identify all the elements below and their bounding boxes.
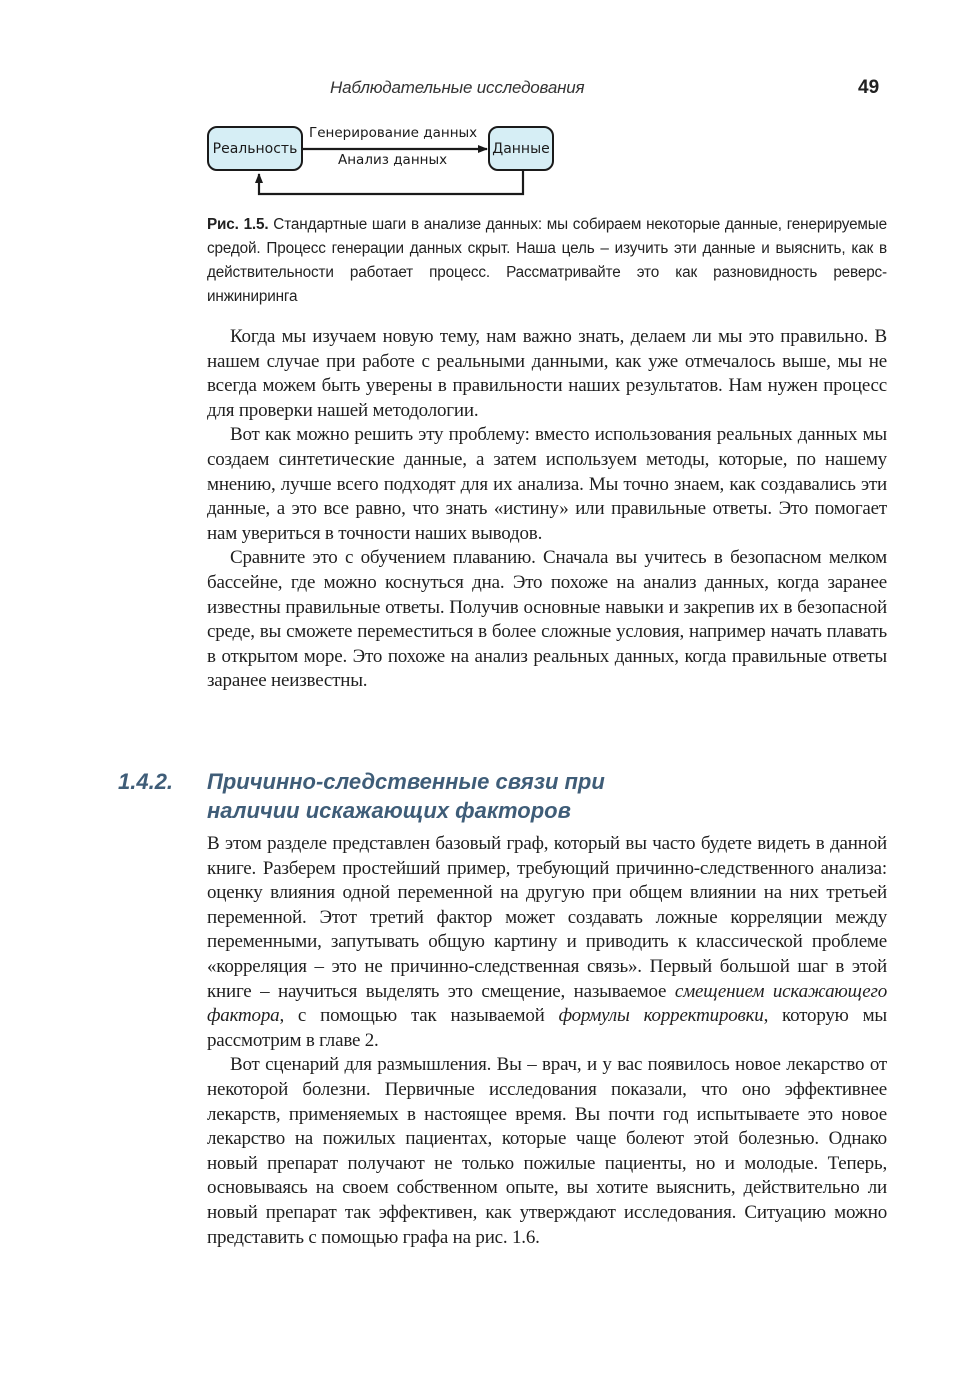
figure-caption-text: Стандартные шаги в анализе данных: мы собираем некоторые данные, генерируемые средой. Процесс генерации данных скрыт. Наша цель – изучить эти данные и выяснить, как в действительности работает процесс. Рассматривайте это как разновидность реверс-инжиниринга — [207, 216, 888, 305]
node-data: Данные — [488, 126, 554, 171]
edge-label-generation: Генерирование данных — [309, 125, 478, 141]
section-title — [207, 767, 667, 825]
analysis-feedback-arrow — [259, 171, 523, 194]
paragraph-text: , которую мы рассмотрим в главе 2. — [207, 1005, 887, 1051]
node-reality: Реальность — [207, 126, 303, 171]
intro-text-block — [207, 325, 887, 694]
edge-label-analysis: Анализ данных — [338, 152, 448, 168]
paragraph-text: В этом разделе представлен базовый граф, который вы часто будете видеть в данной книге. Разберем простейший пример, требующий причинно-следственного анализа: оценку влияния одной переменной на другую при общем влиянии на них третьей переменной. Этот третий фактор может создавать ложные корреляции между переменными, запутывать общую картину и приводить к классической проблеме «корреляция – это не причинно-следственная связь». Первый большой шаг в этой книге – научиться выделять это смещение, называемое — [207, 833, 887, 1002]
figure-data-analysis-diagram — [205, 122, 565, 200]
section-title-line-2: наличии искажающих факторов — [207, 798, 571, 823]
paragraph: Сравните это с обучением плаванию. Сначала вы учитесь в безопасном мелком бассейне, где можно коснуться дна. Это похоже на анализ данных, когда заранее известны правильные ответы. Получив основные навыки и закрепив их в безопасной среде, вы сможете переместиться в более сложные условия, например начать плавать в открытом море. Это похоже на анализ реальных данных, когда правильные ответы заранее неизвестны. — [207, 547, 887, 692]
paragraph: Вот сценарий для размышления. Вы – врач, и у вас появилось новое лекарство от некоторой болезни. Первичные исследования показали, что оно эффективнее лекарств, применяемых в настоящее время. Вы почти год испытываете это новое лекарство на пожилых пациентах, которые чаще болеют этой болезнью. Однако новый препарат получают не только пожилые пациенты, но и молодые. Теперь, основываясь на своем собственном опыте, вы хотите выяснить, действительно ли новый препарат так эффективен, как утверждают исследования. Ситуацию можно представить с помощью графа на рис. 1.6. — [207, 1054, 887, 1248]
paragraph — [207, 832, 887, 1053]
term-confounding-bias: смещением искажающего фактора — [207, 980, 887, 1027]
paragraph: Когда мы изучаем новую тему, нам важно знать, делаем ли мы это правильно. В нашем случае при работе с реальными данными, как уже отмечалось выше, мы не всегда можем быть уверены в правильности наших результатов. Нам нужен процесс для проверки нашей методологии. — [207, 326, 887, 421]
section-text-block — [207, 832, 887, 1250]
paragraph-text: , с помощью так называемой — [279, 1005, 559, 1027]
section-number: 1.4.2. — [118, 769, 174, 794]
term-adjustment-formula: формулы корректировки — [558, 1005, 764, 1027]
section-title-line-1: Причинно-следственные связи при — [207, 769, 605, 794]
paragraph: Вот как можно решить эту проблему: вместо использования реальных данных мы создаем синтетические данные, а затем используем методы, которые, по нашему мнению, лучше всего подходят для их анализа. Мы точно знаем, как создавались эти данные, а это все равно, что знать «истину» или правильные ответы. Это помогает нам увериться в точности наших выводов. — [207, 424, 887, 544]
figure-label: Рис. 1.5. — [207, 216, 269, 233]
running-header — [0, 78, 974, 102]
page-number: 49 — [858, 77, 880, 98]
figure-caption — [207, 213, 887, 309]
running-title: Наблюдательные исследования — [330, 78, 585, 97]
